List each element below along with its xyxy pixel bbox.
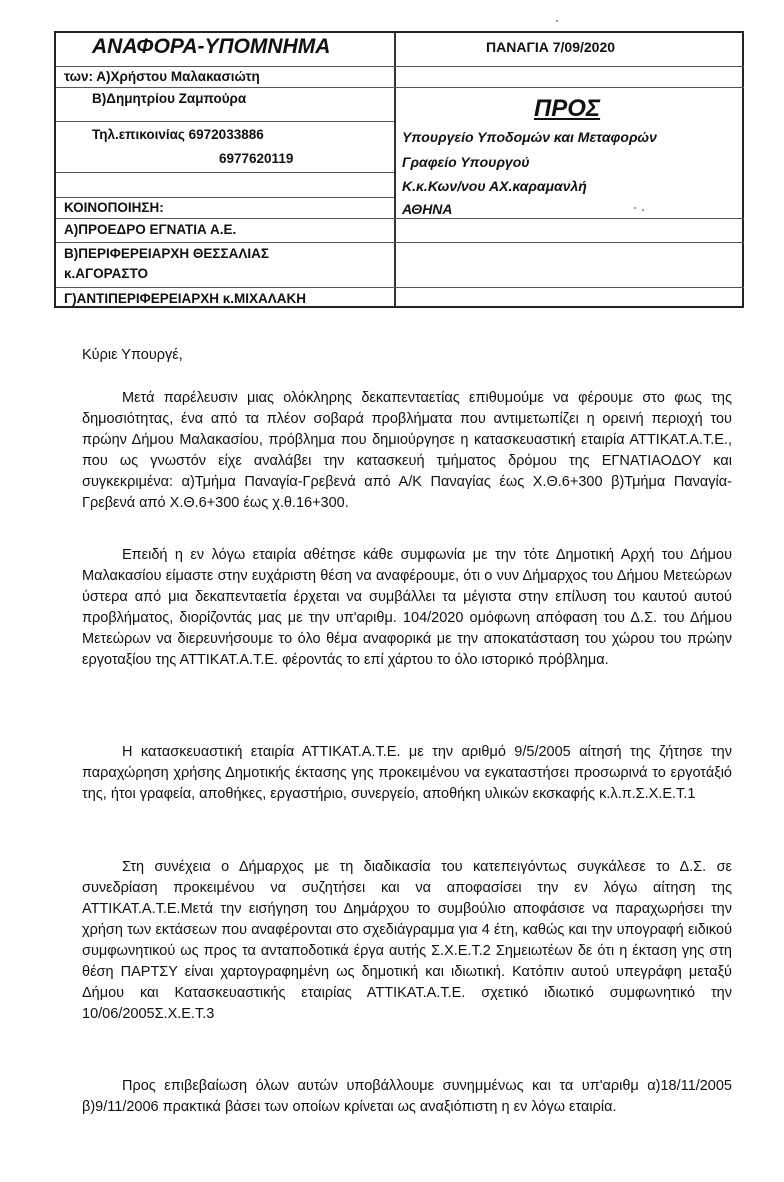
- row-divider: [394, 218, 744, 219]
- recipient-city: ΑΘΗΝΑ: [402, 201, 453, 217]
- recipient-3: Κ.κ.Κων/νου ΑΧ.καραμανλή: [402, 178, 587, 194]
- header-table: [54, 31, 744, 308]
- body-paragraph-4: Στη συνέχεια ο Δήμαρχος με τη διαδικασία του κατεπειγόντως συγκάλεσε το Δ.Σ. σε συνεδρίαση προκειμένου να συζητήσει και να αποφασίσει την εν λόγω αίτηση της ΑΤΤΙΚΑΤ.Α.Τ.Ε.Μετά την εισήγηση του Δημάρχου το συμβούλιο αποφάσισε να παραχωρήσει την χρήση των εκτάσεων που αναφέρονται στο σχεδιάγραμμα για 4 έτη, καθώς και την υπογραφή ειδικού συμφωνητικού ως προς τα ανταποδοτικά έργα αυτής Σ.Χ.Ε.Τ.2 Σημειωτέων δε ότι η έκταση γης στη θέση ΠΑΡΤΣΥ είναι χαρτογραφημένη ως δημοτική και ιδιωτική. Κατόπιν αυτού υπεγράφη μεταξύ Δήμου και Κατασκευαστικής εταιρίας ΑΤΤΙΚΑΤ.Α.Τ.Ε. σχετικό ιδιωτικό συμφωνητικό την 10/06/2005Σ.Χ.Ε.Τ.3: [82, 859, 732, 1022]
- recipient-1: Υπουργείο Υποδομών και Μεταφορών: [402, 129, 657, 145]
- date-line: ΠΑΝΑΓΙΑ 7/09/2020: [486, 39, 616, 55]
- sender-line-2: Β)Δημητρίου Ζαμπούρα: [92, 91, 247, 106]
- cc-label: ΚΟΙΝΟΠΟΙΗΣΗ:: [64, 200, 164, 215]
- row-divider: [394, 87, 744, 88]
- body-paragraph-1: Μετά παρέλευσιν μιας ολόκληρης δεκαπενταετίας επιθυμούμε να φέρουμε στο φως της δημοσιότητας, ένα από τα πλέον σοβαρά προβλήματα που αντιμετωπίζει η ορεινή περιοχή του πρώην Δήμου Μαλακασίου, πρόβλημα που δημιούργησε η κατασκευαστική εταιρία ΑΤΤΙΚΑΤ.Α.Τ.Ε., που ως γνωστόν είχε αναλάβει την κατασκευή τμήματος δρόμου της ΕΓΝΑΤΙΑΟΔΟΥ και συγκεκριμένα: α)Τμήμα Παναγία-Γρεβενά από Α/Κ Παναγίας έως Χ.Θ.6+300 β)Τμήμα Παναγία-Γρεβενά από Χ.Θ.6+300 έως χ.θ.16+300.: [82, 390, 732, 511]
- sender-line-1: των: Α)Χρήστου Μαλακασιώτη: [64, 69, 260, 84]
- column-divider: [394, 33, 396, 306]
- row-divider: [56, 121, 394, 122]
- cc-item-2a: Β)ΠΕΡΙΦΕΡΕΙΑΡΧΗ ΘΕΣΣΑΛΙΑΣ: [64, 246, 269, 261]
- row-divider: [394, 242, 744, 243]
- row-divider: [56, 218, 394, 219]
- row-divider: [56, 287, 394, 288]
- scan-speck: [634, 207, 636, 209]
- phone-label: Τηλ.επικοινίας 6972033886: [92, 127, 264, 142]
- row-divider: [56, 87, 394, 88]
- body-paragraph-3: Η κατασκευαστική εταιρία ΑΤΤΙΚΑΤ.Α.Τ.Ε. με την αριθμό 9/5/2005 αίτησή της ζήτησε την παραχώρηση χρήσης Δημοτικής έκτασης γης προκειμένου να εγκαταστήσει προσωρινά το εργοτάξιό της, ήτοι γραφεία, αποθήκες, εργαστήριο, συνεργείο, αποθήκη υλικών εκσκαφής κ.λ.π.Σ.Χ.Ε.Τ.1: [82, 744, 732, 802]
- document-title: ΑΝΑΦΟΡΑ-ΥΠΟΜΝΗΜΑ: [92, 35, 331, 58]
- phone-2: 6977620119: [219, 151, 294, 166]
- scan-speck: [556, 20, 558, 22]
- row-divider: [56, 66, 394, 67]
- recipient-2: Γραφείο Υπουργού: [402, 154, 530, 170]
- cc-item-2b: κ.ΑΓΟΡΑΣΤΟ: [64, 266, 148, 281]
- cc-item-1: Α)ΠΡΟΕΔΡΟ ΕΓΝΑΤΙΑ Α.Ε.: [64, 222, 237, 237]
- body-paragraph-5: Προς επιβεβαίωση όλων αυτών υποβάλλουμε συνημμένως και τα υπ'αριθμ α)18/11/2005 β)9/11/2006 πρακτικά βάσει των οποίων κρίνεται ως αναξιόπιστη η εν λόγω εταιρία.: [82, 1078, 732, 1115]
- row-divider: [56, 172, 394, 173]
- cc-item-3: Γ)ΑΝΤΙΠΕΡΙΦΕΡΕΙΑΡΧΗ κ.ΜΙΧΑΛΑΚΗ: [64, 291, 306, 306]
- salutation: Κύριε Υπουργέ,: [82, 347, 183, 363]
- row-divider: [394, 66, 744, 67]
- body-paragraph-2: Επειδή η εν λόγω εταιρία αθέτησε κάθε συμφωνία με την τότε Δημοτική Αρχή του Δήμου Μαλακασίου είμαστε στην ευχάριστη θέση να αναφέρουμε, ότι ο νυν Δήμαρχος του Δήμου Μετεώρων ύστερα από μια δεκαπενταετία έρχεται να συμβάλλει τα μέγιστα στην επίλυση του καυτού αυτού προβλήματος, διορίζοντάς μας με την υπ'αριθμ. 104/2020 ομόφωνη απόφαση του Δ.Σ. του Δήμου Μετεώρων να διερευνήσουμε το όλο θέμα αναφορικά με την αποκατάσταση του χώρου του πρώην εργοταξίου της ΑΤΤΙΚΑΤ.Α.Τ.Ε. φέροντάς το επί χάρτου το όλο ιστορικό πρόβλημα.: [82, 547, 732, 668]
- row-divider: [394, 287, 744, 288]
- row-divider: [56, 197, 394, 198]
- scan-speck: [642, 209, 644, 211]
- pros-heading: ΠΡΟΣ: [534, 95, 601, 122]
- row-divider: [56, 242, 394, 243]
